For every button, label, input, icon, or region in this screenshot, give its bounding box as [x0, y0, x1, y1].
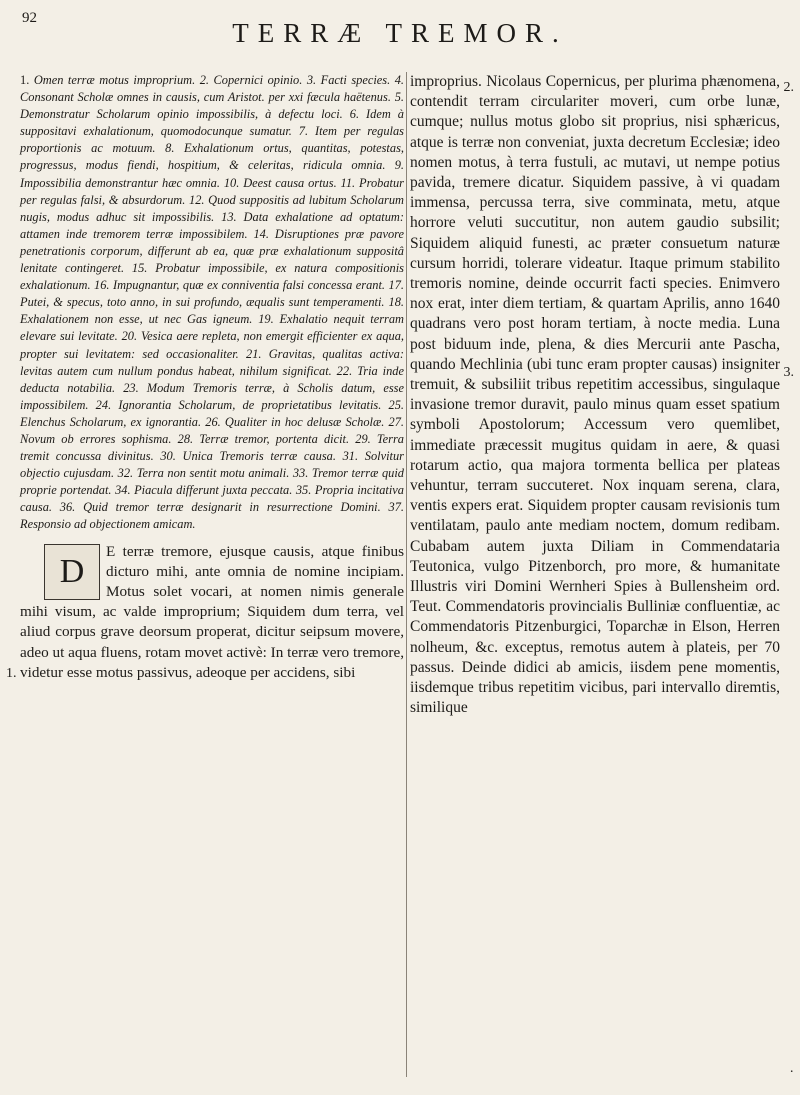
right-column	[410, 72, 780, 719]
decorated-initial	[44, 544, 100, 600]
left-column	[20, 72, 404, 683]
column-divider	[406, 72, 407, 1077]
left-body-paragraph: E terræ tremore, ejusque causis, atque finibus dicturo mihi, ante omnia de nomine incipiam. Motus solet vocari, at nomen nimis generale mihi visum, ac valde improprium; Siquidem dum terra, vel aliud corpus grave deorsum properat, dicitur seipsum movere, adeo ut aqua fluens, rotam movet activè: In terræ vero tremore, videtur esse motus passivus, adeoque per accidens, sibi	[20, 542, 404, 681]
page-number: 92	[22, 10, 37, 26]
left-body-text	[20, 542, 404, 683]
margin-dot: ·	[789, 1065, 794, 1080]
right-body-paragraph: improprius. Nicolaus Copernicus, per plurima phænomena, contendit terram circulariter moveri, cum orbe lunæ, cumque; nullus motus globo sit proprius, nisi sphæricus, atque is terræ non conveniat, juxta decretum Ecclesiæ; ideo nomen motus, à terra fustuli, ac mutavi, ut nempe potius pavida, tremere dicatur. Siquidem passive, à vi quadam immensa, percussa terra, sive comminata, metu, atque horrore veluti succutitur, non autem gaudio subsilit; Siquidem aliquid funesti, ac præter consuetum naturæ cursum horridi, tolerare videatur. Itaque primum stabilito tremoris nomine, deinde occurrit facti species. Enimvero nox erat, inter diem tertiam, & quartam Aprilis, anno 1640 quadrans vero post horam tertiam, à nocte media. Luna post biduum inde, plena, & dies Mercurii ante Pascha, quando Mechlinia (ubi tunc eram propter causas) insigniter tremuit, & subsiliit tribus repetitim accessibus, singulaque invasione tremor duravit, paulo minus quam esset spatium symboli Apostolorum; Accessum vero quemlibet, immediate præcessit mugitus quidam in aere, & quasi rotarum actio, qua majora tormenta bellica per plateas vehuntur, terram succuteret. Nox inquam serena, clara, ventis expers erat. Siquidem propter causam revisionis tum ventilatam, paulo ante mediam noctem, domum redibam. Cubabam autem juxta Diliam in Commendataria Teutonica, vulgo Pitzenborch, pro more, & humanitate Illustris viri Domini Wernheri Spies à Bullensheim ord. Teut. Commendatoris provincialis Bulliniæ confluentiæ, ac Commendatoris Pitzenburgici, Toparchæ in Elson, Herren nolheum, &c. exceptus, remotus autem à plateis, per 70 passus. Deinde didici ab amicis, iisdem pene momentis, iisdemque tribus repetitim vicibus, pari intervallo diremtis, similique	[410, 73, 780, 717]
page-title: TERRÆ TREMOR.	[232, 18, 568, 48]
margin-note-3: 3.	[783, 365, 794, 380]
section-marker: 1.	[6, 666, 17, 681]
margin-note-2: 2.	[783, 80, 794, 95]
summary-lead-number: 1.	[20, 73, 30, 87]
initial-letter: D	[59, 552, 85, 590]
summary-text: Omen terræ motus improprium. 2. Copernici opinio. 3. Facti species. 4. Consonant Scholæ omnes in causis, cum Aristot. per xxi fæcula haëtenus. 5. Demonstratur Scholarum opinio impossibilis, à defectu loci. 6. Idem à suppositavi exhalationum, quomodocunque sumatur. 7. Item per regulas proportionis ac motuum. 8. Exhalationum ortus, quantitas, potestas, progressus, modus fiendi, hospitium, & celeritas, ridicula omnia. 9. Impossibilia demonstrantur hæc omnia. 10. Deest causa ortus. 11. Probatur per regulas falsi, & absurdorum. 12. Quod suppositis ad lubitum Scholarum nugis, modus adhuc sit impossibilis. 13. Data exhalatione ad optatum: attamen inde tremorem terræ impossibilem. 14. Disruptiones præ pavore penetrationis corporum, differunt ab ea, quæ præ exhalationum suppositâ lenitate contingeret. 15. Probatur impossibile, ex natura compositionis exhalationum. 16. Impugnantur, quæ ex conniventia falsi concessa erant. 17. Putei, & specus, toto anno, in sui profundo, æqualis sunt temperamenti. 18. Exhalationem non esse, ut nec Gas igneum. 19. Exhalatio nequit terram elevare sui levitate. 20. Vesica aere repleta, non emergit efficienter ex aqua, propter sui levitatem: sed occasionaliter. 21. Gravitas, qualitas activa: levitas autem cum nullum pondus habeat, nihilum significat. 22. Tria inde deducta notabilia. 23. Modum Tremoris terræ, à Scholis datum, esse impossibilem. 24. Ignorantia Scholarum, de proprietatibus levitatis. 25. Elenchus Scholarum, ex ignorantia. 26. Qualiter in hoc delusæ Scholæ. 27. Novum ob errores sophisma. 28. Terræ tremor, portenta dicit. 29. Terra tremit concussa divinitus. 30. Unica Tremoris terræ causa. 31. Solvitur objectio cujusdam. 32. Terra non sentit motu animali. 33. Tremor terræ quid proprie portendat. 34. Piacula differunt juxta peccata. 35. Propria incitativa causa. 36. Quid tremor terræ designarit in resurrectione Domini. 37. Responsio ad objectionem amicam.	[20, 73, 404, 532]
chapter-summary	[20, 72, 404, 534]
